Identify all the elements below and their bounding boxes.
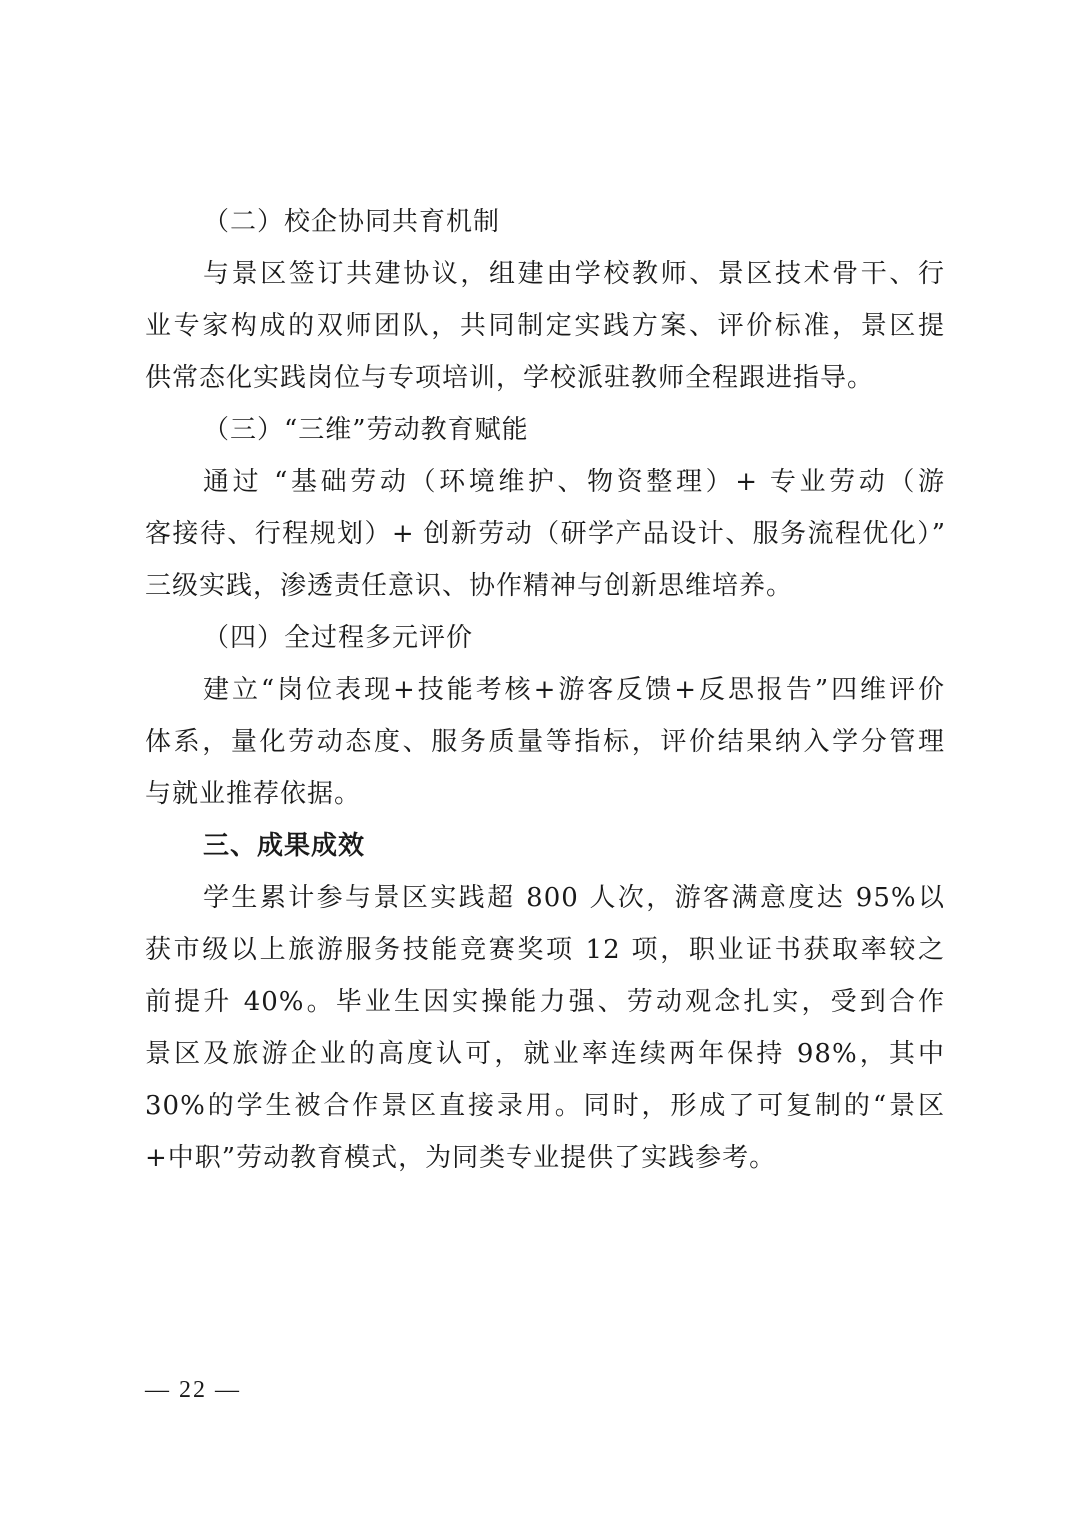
page-number: — 22 — [145,1377,241,1403]
chapter-heading-results: 三、成果成效 [203,831,366,861]
document-body [145,196,945,1184]
paragraph-line: 学生累计参与景区实践超 800 人次，游客满意度达 95%以 [203,883,945,913]
section-heading-4: （四）全过程多元评价 [203,623,474,653]
paragraph-line: 前提升 40%。毕业生因实操能力强、劳动观念扎实，受到合作 [145,987,945,1017]
paragraph-line: 获市级以上旅游服务技能竞赛奖项 12 项，职业证书获取率较之 [145,935,945,965]
paragraph-line: 三级实践，渗透责任意识、协作精神与创新思维培养。 [145,571,794,601]
paragraph-line: 体系，量化劳动态度、服务质量等指标，评价结果纳入学分管理 [145,727,945,757]
paragraph-line: 供常态化实践岗位与专项培训，学校派驻教师全程跟进指导。 [145,363,875,393]
paragraph-line: +中职”劳动教育模式，为同类专业提供了实践参考。 [145,1143,777,1173]
paragraph-line: 业专家构成的双师团队，共同制定实践方案、评价标准，景区提 [145,311,945,341]
paragraph-line: 景区及旅游企业的高度认可，就业率连续两年保持 98%，其中 [145,1039,945,1069]
paragraph-line: 30%的学生被合作景区直接录用。同时，形成了可复制的“景区 [145,1091,945,1121]
section-heading-2: （二）校企协同共育机制 [203,207,501,237]
paragraph-line: 通过 “基础劳动（环境维护、物资整理）+ 专业劳动（游 [203,467,945,497]
paragraph-line: 与景区签订共建协议，组建由学校教师、景区技术骨干、行 [203,259,945,289]
paragraph-line: 与就业推荐依据。 [145,779,362,809]
section-heading-3: （三）“三维”劳动教育赋能 [203,415,529,445]
paragraph-line: 建立“岗位表现+技能考核+游客反馈+反思报告”四维评价 [203,675,945,705]
paragraph-line: 客接待、行程规划）+ 创新劳动（研学产品设计、服务流程优化）” [145,519,945,549]
